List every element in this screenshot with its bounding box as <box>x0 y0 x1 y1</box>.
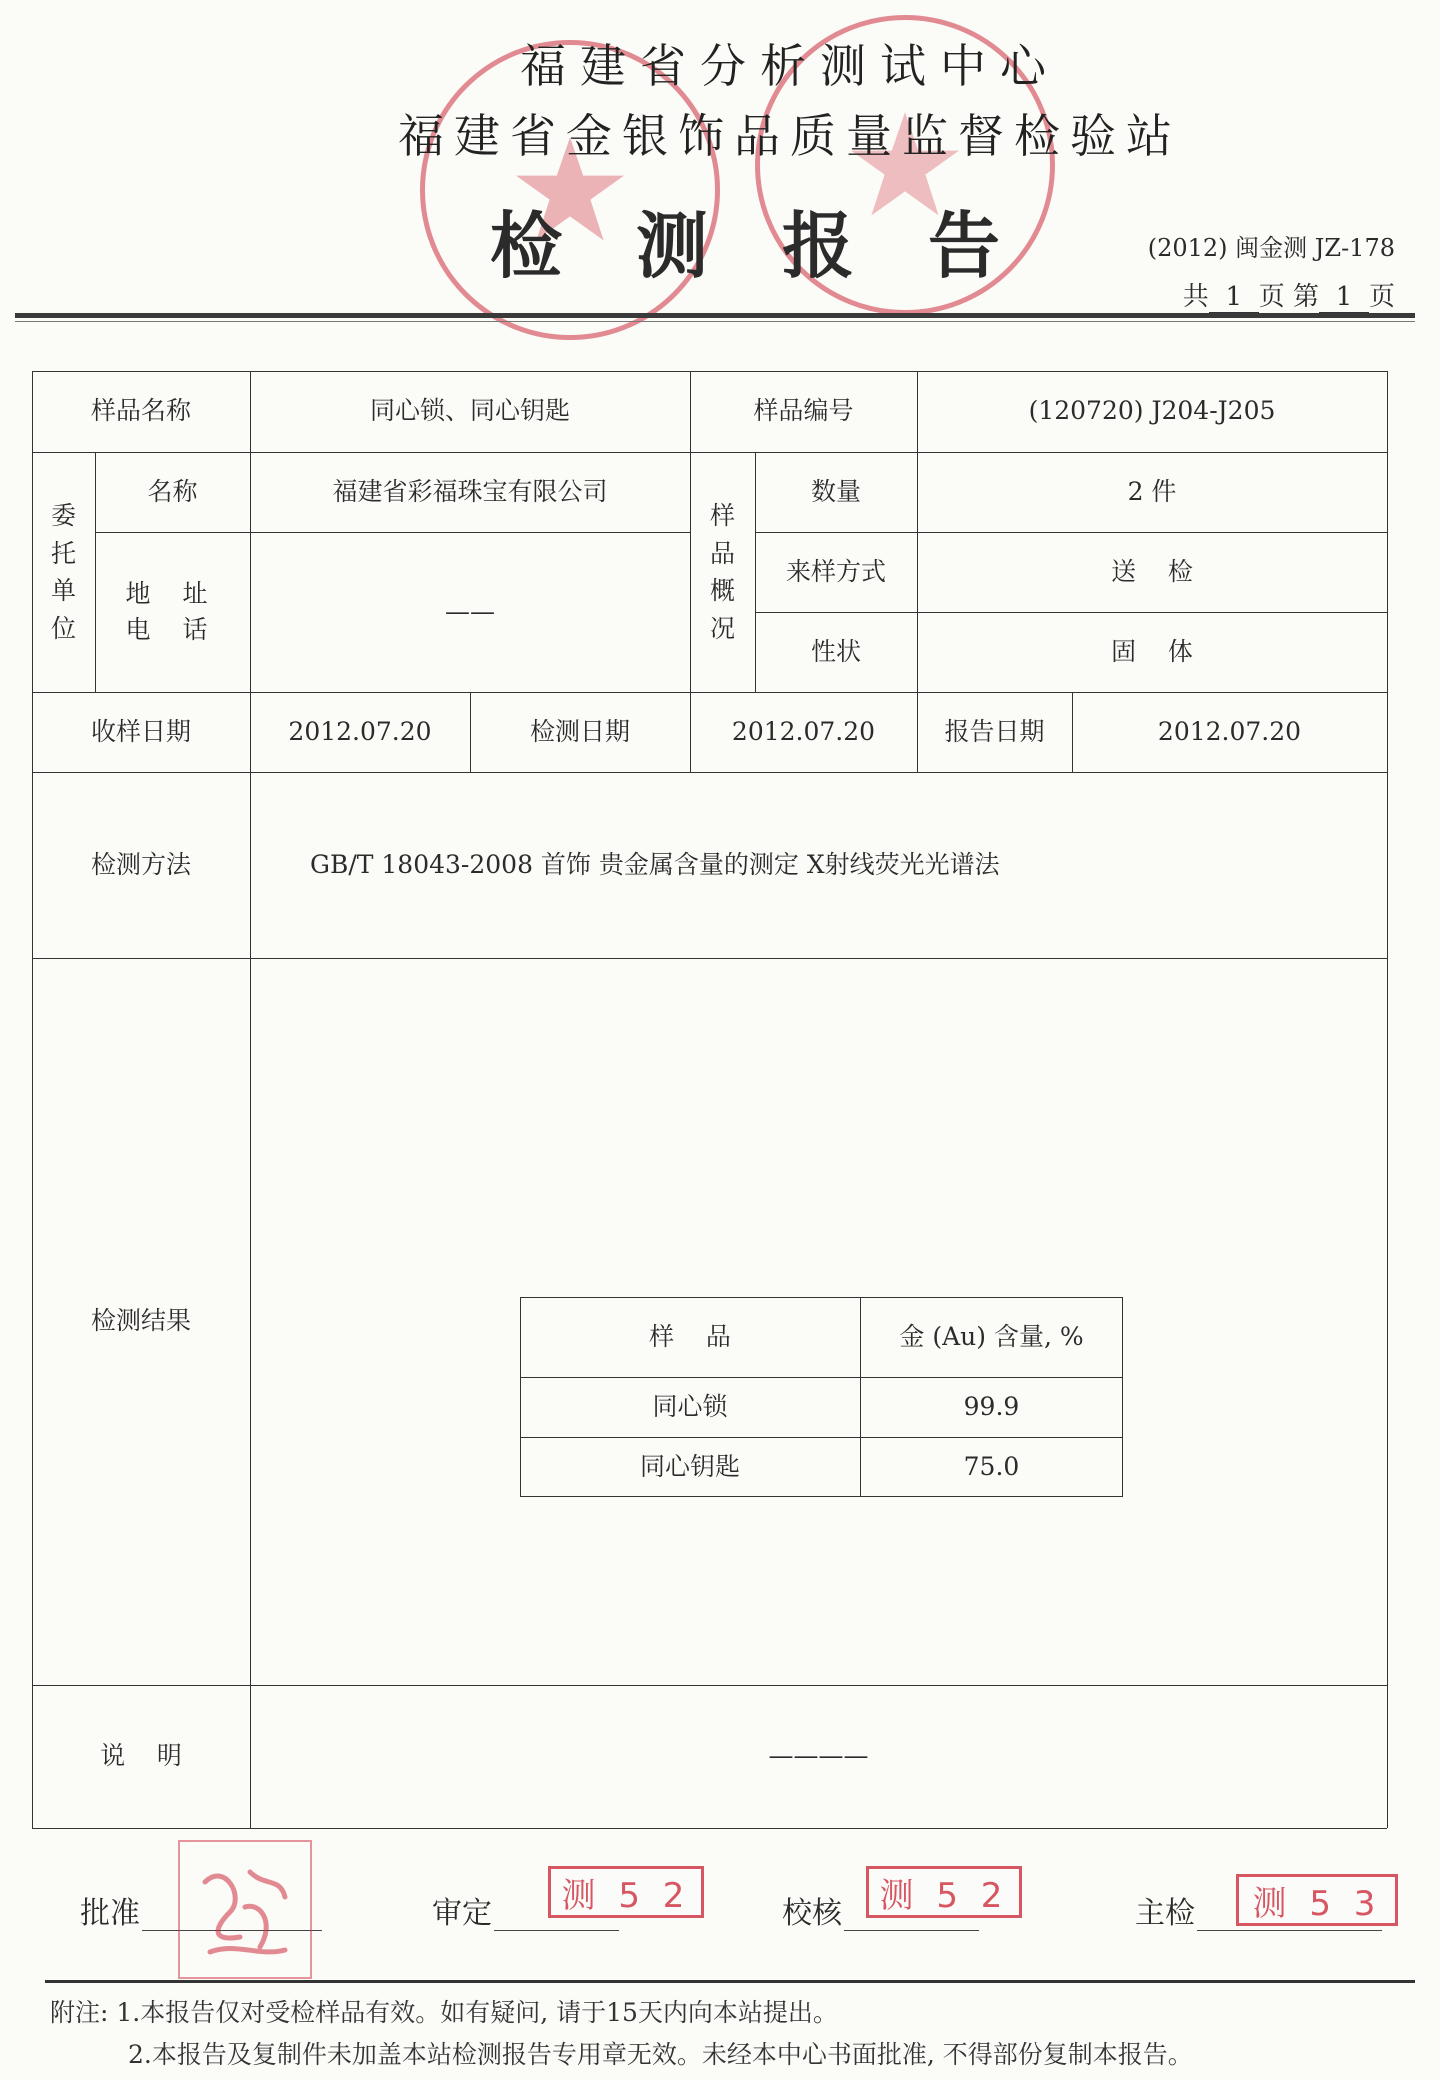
client-contact-value: —— <box>445 596 495 626</box>
state-label: 性状 <box>810 636 861 666</box>
client-group-label <box>32 452 95 692</box>
remarks-label: 说 明 <box>100 1741 182 1771</box>
state-value: 固 体 <box>1111 636 1193 666</box>
page-suffix: 页 <box>1368 282 1395 312</box>
results-row-sample: 同心锁 <box>652 1391 728 1421</box>
report-number: (2012) 闽金测 JZ-178 <box>1147 234 1395 262</box>
results-label: 检测结果 <box>90 1306 191 1336</box>
overview-label-char: 概 <box>709 576 735 605</box>
title-char: 报 <box>782 203 859 288</box>
sample-number-value: (120720) J204-J205 <box>1028 396 1276 426</box>
client-label-char: 位 <box>50 613 76 643</box>
inspect-stamp: 测 5 3 <box>1236 1874 1398 1926</box>
page-info <box>1010 276 1395 313</box>
title-char: 测 <box>636 203 713 288</box>
review-signature-line <box>494 1930 619 1931</box>
quantity-label: 数量 <box>810 476 861 506</box>
phone-label: 电 话 <box>125 615 220 644</box>
handwritten-signature-icon <box>190 1852 300 1967</box>
results-row-gold: 99.9 <box>963 1391 1020 1421</box>
test-method-value: GB/T 18043-2008 首饰 贵金属含量的测定 X射线荧光光谱法 <box>310 849 1000 879</box>
header-rule-thin <box>15 321 1415 322</box>
delivery-method-value: 送 检 <box>1111 556 1193 586</box>
received-date-value: 2012.07.20 <box>288 716 432 746</box>
header-rule <box>15 313 1415 318</box>
approve-label: 批准 <box>80 1896 140 1931</box>
test-method-label: 检测方法 <box>90 849 191 879</box>
test-date-label: 检测日期 <box>529 716 630 746</box>
client-name-label: 名称 <box>147 476 198 506</box>
org-name-line1: 福建省分析测试中心 <box>520 39 1060 93</box>
footer-rule <box>45 1980 1415 1983</box>
overview-label-char: 样 <box>709 501 735 530</box>
note-line-2: 2.本报告及复制件未加盖本站检测报告专用章无效。未经本中心书面批准, 不得部份复制本报告。 <box>128 2040 1193 2069</box>
page-mid: 页 第 <box>1258 282 1319 312</box>
client-contact-label <box>95 532 250 692</box>
check-signature-line <box>844 1930 979 1931</box>
report-date-label: 报告日期 <box>944 716 1045 746</box>
inspect-label: 主检 <box>1135 1896 1195 1931</box>
check-stamp: 测 5 2 <box>866 1866 1022 1918</box>
sample-name-value: 同心锁、同心钥匙 <box>369 396 570 426</box>
quantity-value: 2 件 <box>1127 476 1177 506</box>
client-label-char: 托 <box>50 538 76 568</box>
org-name-line2: 福建省金银饰品质量监督检验站 <box>398 109 1182 163</box>
page-prefix: 共 <box>1182 282 1209 312</box>
results-col-sample: 样 品 <box>649 1321 731 1351</box>
title-char: 检 <box>490 203 567 288</box>
report-title <box>490 188 1004 292</box>
remarks-value: ———— <box>768 1741 869 1771</box>
overview-label-char: 品 <box>709 538 735 568</box>
review-label: 审定 <box>432 1896 492 1931</box>
title-char: 告 <box>928 203 1005 288</box>
results-col-gold: 金 (Au) 含量, % <box>899 1321 1084 1351</box>
results-row-gold: 75.0 <box>963 1451 1020 1481</box>
sample-number-label: 样品编号 <box>753 396 854 426</box>
inspect-signature-line <box>1197 1930 1382 1931</box>
check-label: 校核 <box>782 1896 842 1931</box>
results-row-sample: 同心钥匙 <box>639 1451 740 1481</box>
page-current: 1 <box>1319 282 1369 313</box>
page-total: 1 <box>1209 282 1259 313</box>
approver-signature-stamp <box>178 1840 312 1979</box>
client-name-value: 福建省彩福珠宝有限公司 <box>332 476 608 506</box>
received-date-label: 收样日期 <box>90 716 191 746</box>
overview-group-label <box>690 452 755 692</box>
delivery-method-label: 来样方式 <box>785 556 886 586</box>
test-date-value: 2012.07.20 <box>731 716 876 746</box>
client-label-char: 单 <box>50 576 76 605</box>
overview-label-char: 况 <box>709 613 735 643</box>
note-line-1: 附注: 1.本报告仅对受检样品有效。如有疑问, 请于15天内向本站提出。 <box>50 1998 838 2027</box>
client-label-char: 委 <box>50 501 76 530</box>
table-border-bottom <box>32 1828 1387 1829</box>
review-stamp: 测 5 2 <box>548 1866 704 1918</box>
address-label: 地 址 <box>125 578 220 608</box>
table-border-right <box>1387 371 1388 1828</box>
report-date-value: 2012.07.20 <box>1157 716 1302 746</box>
sample-name-label: 样品名称 <box>90 396 191 426</box>
